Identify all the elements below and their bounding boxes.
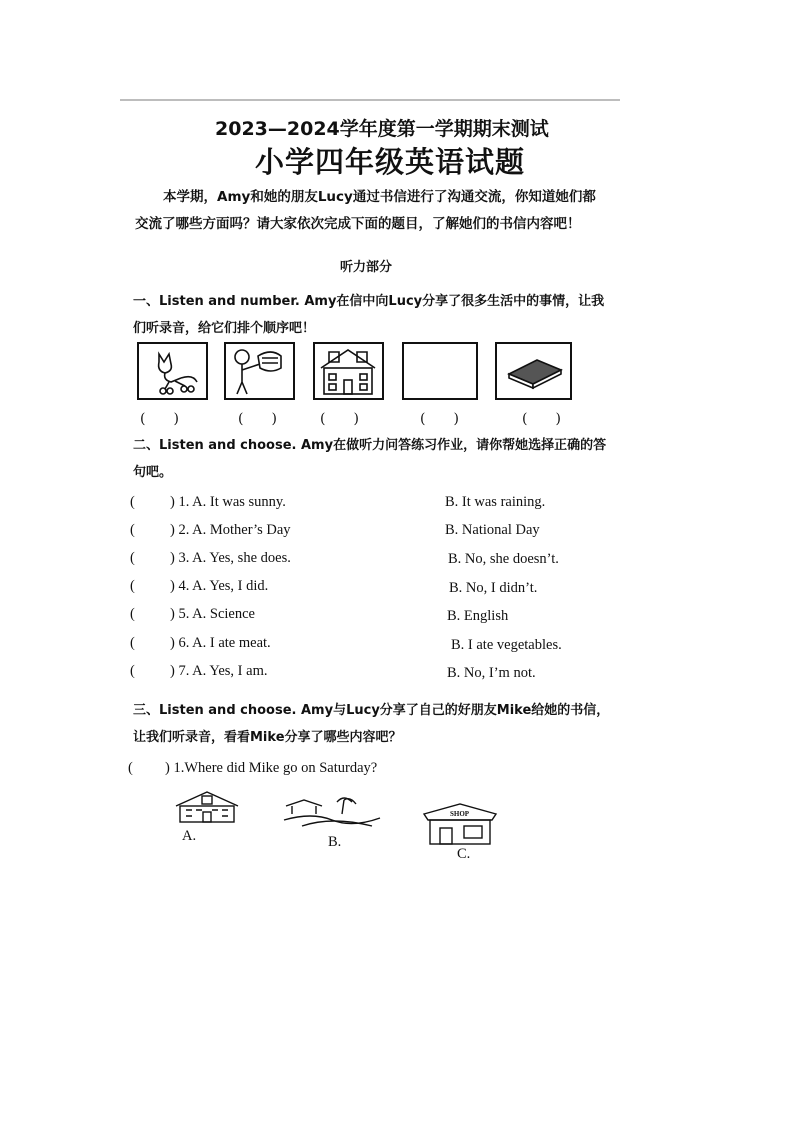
q7-option-b: B. No, I’m not.: [447, 665, 536, 681]
picture-5: [495, 342, 572, 400]
boy-holding-pot-icon: [226, 344, 293, 398]
q5-option-b: B. English: [447, 608, 509, 624]
s3-q1-text: ) 1.Where did Mike go on Saturday?: [165, 760, 378, 776]
school-building-icon: [315, 344, 382, 398]
q4-option-a: ) 4. A. Yes, I did.: [170, 578, 269, 594]
picture-2: [224, 342, 295, 400]
q6-paren[interactable]: (: [130, 635, 135, 651]
answer-paren-2[interactable]: ( ): [238, 411, 277, 427]
q5-option-a: ) 5. A. Science: [170, 606, 255, 622]
shop-sign: SHOP: [450, 810, 470, 818]
answer-paren-3[interactable]: ( ): [320, 411, 359, 427]
q3-option-b: B. No, she doesn’t.: [448, 551, 559, 567]
q1-option-a: ) 1. A. It was sunny.: [170, 494, 286, 510]
answer-paren-1[interactable]: ( ): [140, 411, 179, 427]
q2-paren[interactable]: (: [130, 522, 135, 538]
q2-option-b: B. National Day: [445, 522, 540, 538]
option-b-label[interactable]: B.: [328, 834, 342, 850]
picture-4: [402, 342, 478, 400]
picture-3: [313, 342, 384, 400]
q1-option-b: B. It was raining.: [445, 494, 546, 510]
q7-option-a: ) 7. A. Yes, I am.: [170, 663, 268, 679]
q6-option-b: B. I ate vegetables.: [451, 637, 562, 653]
school-icon: [172, 788, 242, 824]
q4-paren[interactable]: (: [130, 578, 135, 594]
picture-1: [137, 342, 208, 400]
q7-paren[interactable]: (: [130, 663, 135, 679]
option-a-label[interactable]: A.: [182, 828, 197, 844]
exam-title: 2023—2024学年度第一学期期末测试: [215, 118, 549, 140]
shop-icon: [420, 800, 500, 846]
park-icon: [282, 794, 382, 830]
answer-paren-5[interactable]: ( ): [522, 411, 561, 427]
q4-option-b: B. No, I didn’t.: [449, 580, 538, 596]
option-c-label[interactable]: C.: [457, 846, 471, 862]
fox-rollerskating-icon: [139, 344, 206, 398]
q3-paren[interactable]: (: [130, 550, 135, 566]
listening-heading: 听力部分: [340, 260, 393, 275]
q6-option-a: ) 6. A. I ate meat.: [170, 635, 271, 651]
paper-title: 小学四年级英语试题: [255, 145, 526, 179]
section3-instruction: 三、Listen and choose. Amy与Lucy分享了自己的好朋友Mike给她的书信，让我们听录音，看看Mike分享了哪些内容吧？: [133, 703, 610, 745]
book-icon: [497, 344, 570, 398]
answer-paren-4[interactable]: ( ): [420, 411, 459, 427]
q3-option-a: ) 3. A. Yes, she does.: [170, 550, 291, 566]
top-rule: [120, 99, 620, 101]
section1-instruction: 一、Listen and number. Amy在信中向Lucy分享了很多生活中的事情，让我们听录音，给它们排个顺序吧！: [133, 294, 605, 336]
q1-paren[interactable]: (: [130, 494, 135, 510]
section2-instruction: 二、Listen and choose. Amy在做听力问答练习作业，请你帮她选择正确的答句吧。: [133, 438, 607, 480]
q5-paren[interactable]: (: [130, 606, 135, 622]
s3-q1-paren[interactable]: (: [128, 760, 133, 776]
q2-option-a: ) 2. A. Mother’s Day: [170, 522, 291, 538]
intro-paragraph: 本学期，Amy和她的朋友Lucy通过书信进行了沟通交流，你知道她们都交流了哪些方面吗？请大家依次完成下面的题目，了解她们的书信内容吧！: [135, 189, 596, 232]
